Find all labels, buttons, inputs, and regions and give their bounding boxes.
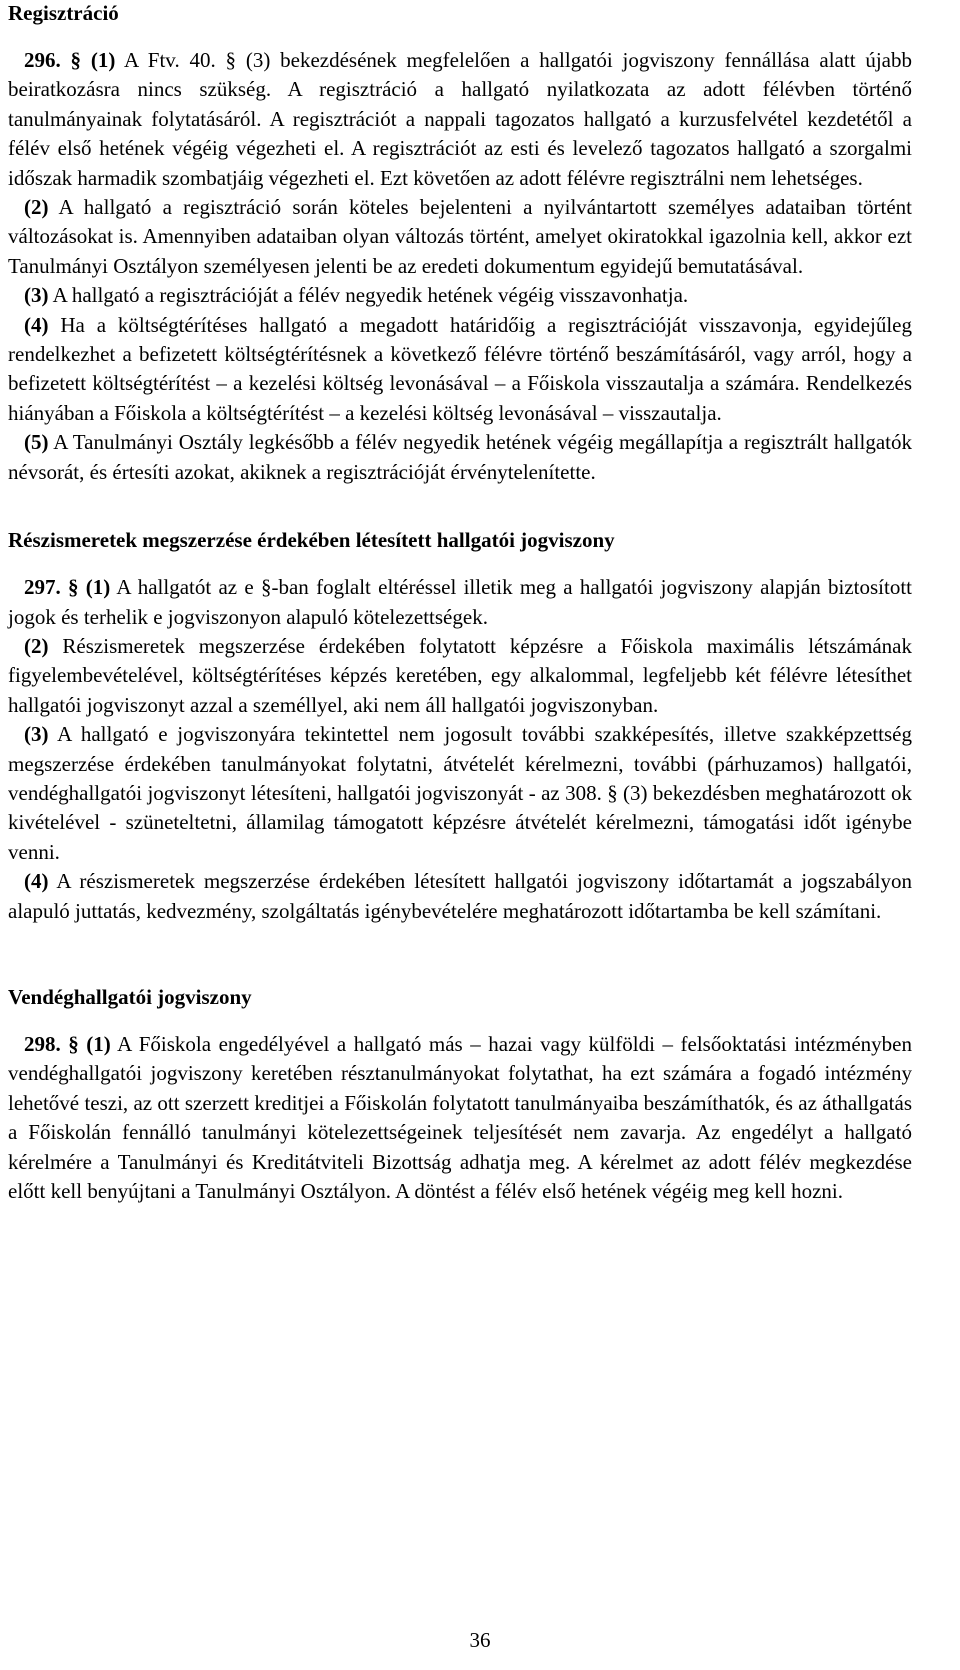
paragraph-number: 298. § (1) xyxy=(24,1031,111,1056)
document-page xyxy=(8,0,912,1206)
section-heading: Részismeretek megszerzése érdekében létesített hallgatói jogviszony xyxy=(8,528,615,553)
paragraph-text: Ha a költségtérítéses hallgató a megadott határidőig a regisztrációját visszavonja, egyidejűleg rendelkezhet a befizetett költségtérítésnek a következő félévre történő beszámításáról, vagy arról, hogy a befizetett költségtérítést – a kezelési költség levonásával – a Főiskola visszautalja a számára. Rendelkezés hiányában a Főiskola a költségtérítést – a kezelési költség levonásával – visszautalja. xyxy=(8,312,912,425)
paragraph xyxy=(8,193,912,281)
paragraph-text: A hallgató a regisztráció során köteles bejelenteni a nyilvántartott személyes adataiban történt változásokat is. Amennyiben adataiban olyan változás történt, amelyet okiratokkal igazolnia kell, akkor ezt Tanulmányi Osztályon személyesen jelenti be az eredeti dokumentum egyidejű bemutatásával. xyxy=(8,195,912,278)
paragraph xyxy=(8,632,912,720)
paragraph-number: (5) xyxy=(24,430,49,455)
paragraph-number: (3) xyxy=(24,722,49,747)
paragraph-number: (4) xyxy=(24,312,49,337)
paragraph xyxy=(8,720,912,867)
paragraph xyxy=(8,46,912,193)
section-heading: Regisztráció xyxy=(8,1,119,25)
paragraph-number: (3) xyxy=(24,283,49,308)
paragraph-number: (4) xyxy=(24,869,49,894)
paragraph-text: A Tanulmányi Osztály legkésőbb a félév negyedik hetének végéig megállapítja a regisztrált hallgatók névsorát, és értesíti azokat, akiknek a regisztrációját érvénytelenítette. xyxy=(8,430,912,484)
paragraph-text: A hallgató a regisztrációját a félév negyedik hetének végéig visszavonhatja. xyxy=(48,283,689,308)
section-heading: Vendéghallgatói jogviszony xyxy=(8,984,252,1009)
page-number: 36 xyxy=(469,1628,491,1652)
paragraph-number: (2) xyxy=(24,633,49,658)
paragraph-text: Részismeretek megszerzése érdekében folytatott képzésre a Főiskola maximális létszámának figyelembevételével, költségtérítéses képzés keretében, egy alkalommal, legfeljebb két félévre létesíthet hallgatói jogviszonyt azzal a személlyel, aki nem áll hallgatói jogviszonyban. xyxy=(8,633,912,717)
paragraph xyxy=(8,867,912,926)
paragraph-text: A részismeretek megszerzése érdekében létesített hallgatói jogviszony időtartamát a jogszabályon alapuló juttatás, kedvezmény, szolgáltatás igénybevételére meghatározott időtartamba be kell számítani. xyxy=(8,869,912,923)
paragraph-text: A hallgatót az e §-ban foglalt eltéréssel illetik meg a hallgatói jogviszony alapján biztosított jogok és terhelik e jogviszonyon alapuló kötelezettségek. xyxy=(8,575,912,629)
paragraph xyxy=(8,281,912,310)
paragraph xyxy=(8,428,912,487)
paragraph xyxy=(8,573,912,632)
paragraph-text: A Ftv. 40. § (3) bekezdésének megfelelően a hallgatói jogviszony fennállása alatt újabb beiratkozásra nincs szükség. A regisztráció a hallgató nyilatkozata az adott félévben történő tanulmányainak folytatásáról. A regisztrációt a nappali tagozatos hallgató a kurzusfelvétel kezdetétől a félév első hetének végéig végezheti el. A regisztrációt az esti és levelező tagozatos hallgató a szorgalmi időszak harmadik szombatjáig végezheti el. Ezt követően az adott félévre regisztrálni nem lehetséges. xyxy=(8,48,912,190)
paragraph xyxy=(8,311,912,429)
paragraph-number: 297. § (1) xyxy=(24,575,111,600)
paragraph-text: A hallgató e jogviszonyára tekintettel nem jogosult további szakképesítés, illetve szakképzettség megszerzése érdekében tanulmányokat folytatni, átvételét kérelmezni, további (párhuzamos) hallgatói, vendéghallgatói jogviszonyt létesíteni, hallgatói jogviszonyát - az 308. § (3) bekezdésben meghatározott ok kivételével - szüneteltetni, államilag támogatott képzésre átvételét kérelmezni, támogatási időt igénybe venni. xyxy=(8,722,912,864)
paragraph-text: A Főiskola engedélyével a hallgató más – hazai vagy külföldi – felsőoktatási intézményben vendéghallgatói jogviszony keretében résztanulmányokat folytathat, ha ezt számára a fogadó intézmény lehetővé teszi, az ott szerzett kreditjei a Főiskolán folytatott tanulmányaiba beszámíthatók, és az áthallgatás a Főiskolán fennálló tanulmányi kötelezettségeinek teljesítését nem zavarja. Az engedélyt a hallgató kérelmére a Tanulmányi és Kreditátviteli Bizottság adhatja meg. A kérelmet az adott félév megkezdése előtt kell benyújtani a Tanulmányi Osztályon. A döntést a félév első hetének végéig meg kell hozni. xyxy=(8,1031,912,1203)
paragraph-number: (2) xyxy=(24,195,49,220)
paragraph xyxy=(8,1030,912,1206)
paragraph-number: 296. § (1) xyxy=(24,48,116,72)
